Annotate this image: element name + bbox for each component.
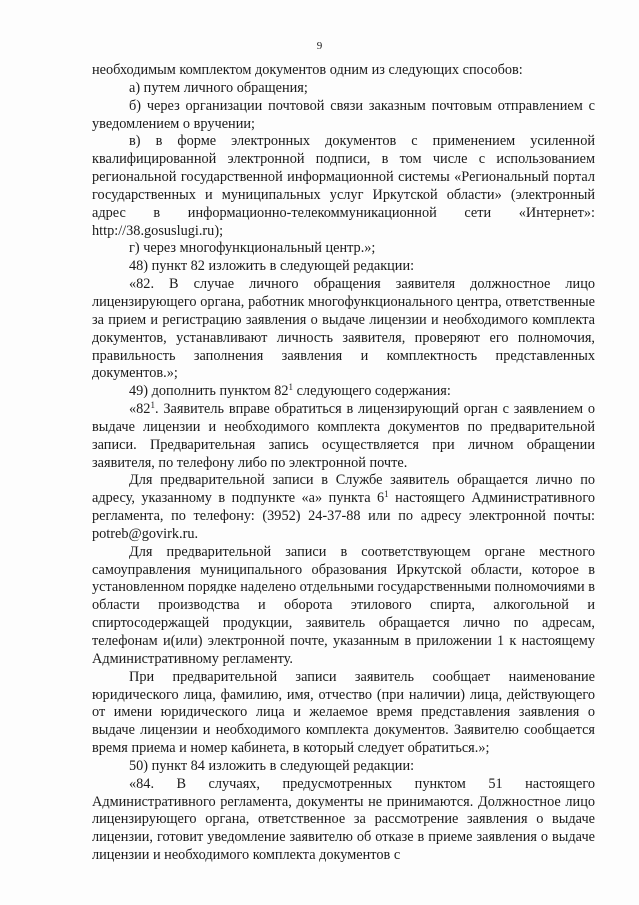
clause-82-1-text-before: «82: [129, 401, 151, 418]
superscript: 1: [288, 382, 294, 393]
list-item-b: б) через организации почтовой связи заказным почтовым отправлением с уведомлением о вручении;: [92, 97, 595, 132]
list-item-v: в) в форме электронных документов с применением усиленной квалифицированной электронной подписи, в том числе с использованием региональной государственной информационной системы «Региональный портал государственных и муниципальных услуг Иркутской области» (электронный адрес в информационно-телекоммуникационной сети «Интернет»: http://38.gosuslugi.ru);: [92, 133, 595, 239]
paragraph-municipal-booking: Для предварительной записи в соответствующем органе местного самоуправления муниципального образования Иркутской области, которое в установленном порядке наделено отдельными государственными полномочиями в области производства и оборота этилового спирта, алкогольной и спиртосодержащей продукции, заявитель обращается лично по адресам, телефонам и(или) электронной почте, указанным в приложении 1 к настоящему Административному регламенту.: [92, 543, 596, 667]
amendment-item-49: [92, 383, 595, 401]
clause-82: «82. В случае личного обращения заявителя должностное лицо лицензирующего органа, работник многофункционального центра, ответственные за прием и регистрацию заявления о выдаче лицензии и необходимого комплекта документов, устанавливают личность заявителя, проверяют его полномочия, правильность заполнения заявления и комплектность представленных документов.»;: [92, 276, 595, 382]
document-body: [92, 62, 595, 865]
amendment-item-49-text-after: следующего содержания:: [293, 383, 451, 400]
clause-84: «84. В случаях, предусмотренных пунктом 51 настоящего Административного регламента, документы не принимаются. Должностное лицо лицензирующего органа, ответственное за рассмотрение заявления о выдаче лицензии, готовит уведомление заявителю об отказе в приеме заявления о выдаче лицензии и необходимого комплекта документов с: [92, 775, 595, 864]
amendment-item-48: 48) пункт 82 изложить в следующей редакции:: [129, 258, 415, 275]
superscript: 1: [150, 400, 155, 411]
paragraph-service-booking: [92, 472, 595, 543]
amendment-item-50: 50) пункт 84 изложить в следующей редакции:: [129, 757, 415, 774]
service-booking-text-before: Для предварительной записи в Службе заявитель обращается лично по адресу, указанному в подпункте «а» пункта 6: [92, 472, 595, 507]
paragraph: необходимым комплектом документов одним из следующих способов:: [92, 62, 523, 78]
superscript: 1: [384, 489, 389, 500]
clause-82-1-text-after: . Заявитель вправе обратиться в лицензирующий орган с заявлением о выдаче лицензии и необходимого комплекта документов по предварительной записи. Предварительная запись осуществляется при личном обращении заявителя, по телефону либо по электронной почте.: [92, 401, 595, 471]
paragraph-booking-details: При предварительной записи заявитель сообщает наименование юридического лица, фамилию, имя, отчество (при наличии) лица, действующего от имени юридического лица и желаемое время представления заявления о выдаче лицензии и необходимого комплекта документов. Заявителю сообщается время приема и номер кабинета, в который следует обратиться.»;: [92, 668, 595, 757]
list-item-g: г) через многофункциональный центр.»;: [129, 240, 376, 257]
clause-82-1: [92, 401, 595, 472]
list-item-a: а) путем личного обращения;: [129, 79, 308, 96]
service-booking-text-after: настоящего Административного регламента, по телефону: (3952) 24-37-88 или по адресу электронной почты: potreb@govirk.ru.: [92, 490, 595, 542]
page-number: 9: [316, 40, 323, 52]
amendment-item-49-text-before: 49) дополнить пунктом 82: [129, 383, 289, 400]
